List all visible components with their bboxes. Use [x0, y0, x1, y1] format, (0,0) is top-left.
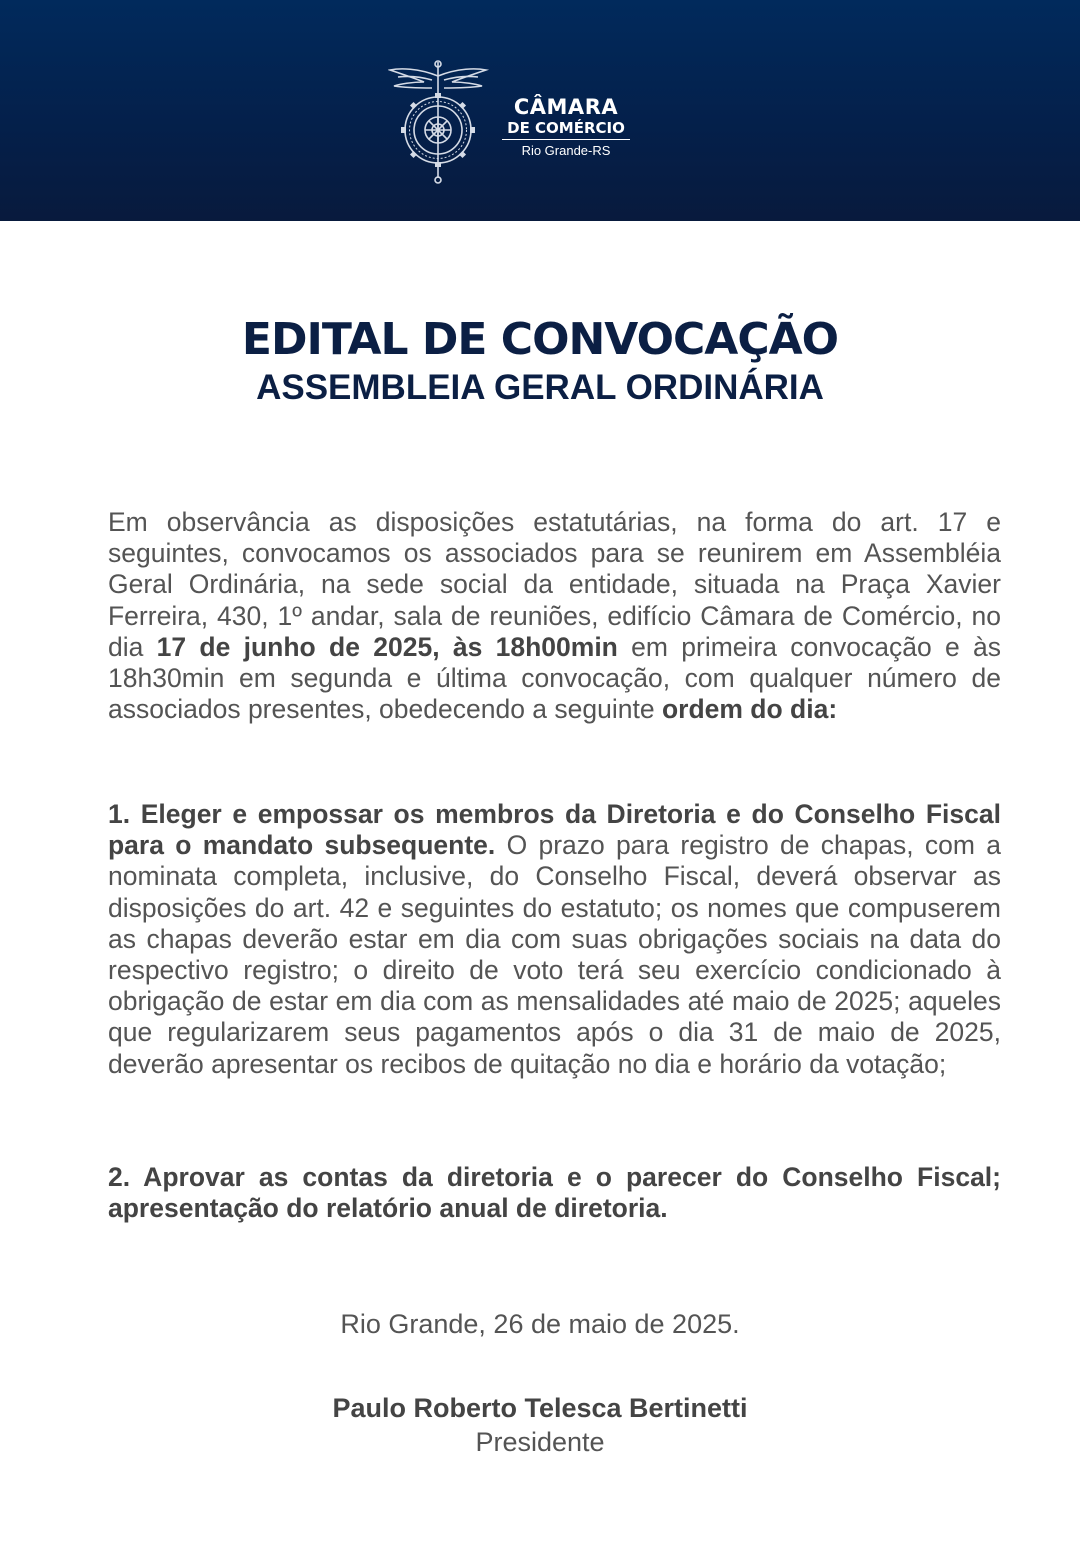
convocation-paragraph: [108, 507, 1001, 725]
brand-divider: [502, 139, 630, 140]
brand-location: Rio Grande-RS: [521, 143, 611, 158]
agenda-item-1: [108, 799, 1001, 1080]
agenda-heading: ordem do dia:: [661, 694, 838, 725]
agenda-item-1-heading: 1. Eleger e empossar os membros da Diretoria e do Conselho Fiscal para o mandato subsequente.: [108, 799, 1001, 861]
header-banner: [0, 0, 1080, 221]
page-subtitle: ASSEMBLEIA GERAL ORDINÁRIA: [256, 368, 824, 407]
agenda-item-1-text: O prazo para registro de chapas, com a nominata completa, inclusive, do Conselho Fiscal, deverá observar as disposições do art. 42 e seguintes do estatuto; os nomes que compuserem as chapas deverão estar em dia com suas obrigações sociais na data do respectivo registro; o direito de voto terá seu exercício condicionado à obrigação de estar em dia com as mensalidades até maio de 2025; aqueles que regularizarem seus pagamentos após o dia 31 de maio de 2025, deverão apresentar os recibos de quitação no dia e horário da votação;: [108, 830, 1001, 1079]
page-title: EDITAL DE CONVOCAÇÃO: [241, 314, 839, 365]
convocation-text-b: em primeira convocação e às 18h30min em segunda e última convocação, com qualquer número de associados presentes, obedecendo a seguinte: [108, 631, 1001, 725]
brand-name: CÂMARA: [513, 95, 619, 119]
agenda-item-2: [108, 1162, 1001, 1224]
agenda-item-2-heading: 2. Aprovar as contas da diretoria e o parecer do Conselho Fiscal; apresentação do relatório anual de diretoria.: [108, 1162, 1001, 1224]
meeting-date: 17 de junho de 2025, às 18h00min: [156, 631, 618, 662]
date-place: Rio Grande, 26 de maio de 2025.: [340, 1309, 740, 1339]
brand-wordmark: [500, 96, 632, 159]
convocation-text-a: Em observância as disposições estatutárias, na forma do art. 17 e seguintes, convocamos os associados para se reunirem em Assembléia Geral Ordinária, na sede social da entidade, situada na Praça Xavier Ferreira, 430, 1º andar, sala de reuniões, edifício Câmara de Comércio, no dia: [108, 507, 1001, 662]
signer-role: Presidente: [475, 1427, 605, 1457]
signer-name: Paulo Roberto Telesca Bertinetti: [332, 1393, 748, 1423]
brand-subname: DE COMÉRCIO: [507, 119, 625, 137]
